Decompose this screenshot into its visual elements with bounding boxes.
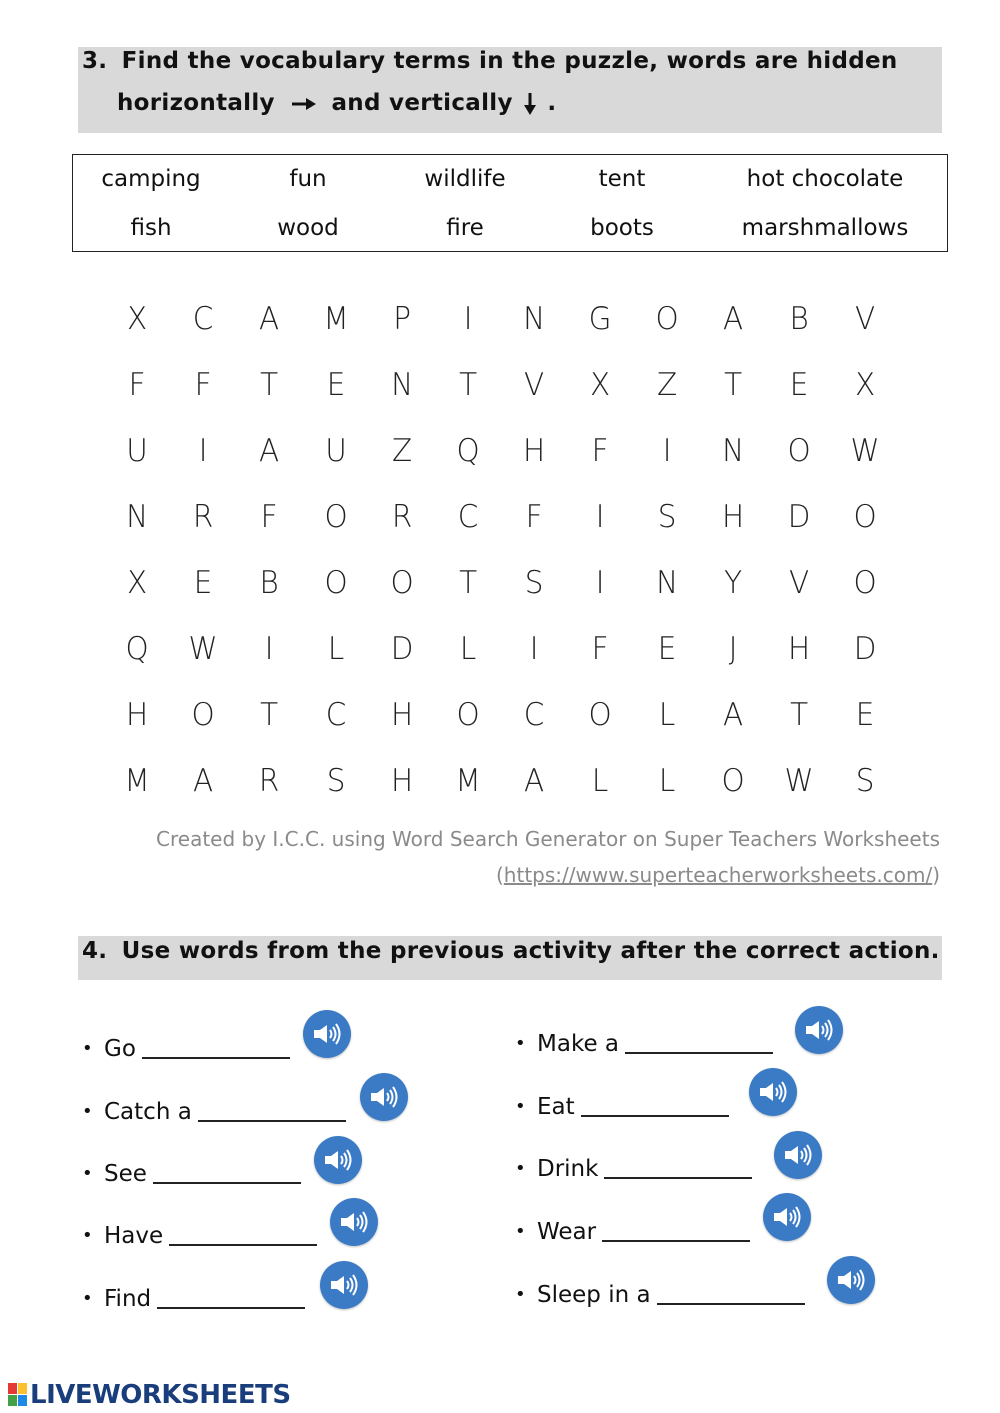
grid-cell[interactable]: W <box>850 433 880 469</box>
speaker-icon <box>758 1080 788 1104</box>
logo-squares-icon <box>8 1383 28 1407</box>
grid-cell[interactable]: T <box>459 565 478 601</box>
action-item <box>515 1156 752 1182</box>
bullet: • <box>82 1225 93 1246</box>
liveworksheets-logo[interactable] <box>8 1380 291 1410</box>
section-3-header <box>78 47 942 133</box>
grid-cell[interactable]: P <box>392 301 411 337</box>
vocab-word: marshmallows <box>741 215 909 241</box>
grid-cell[interactable]: O <box>390 565 414 601</box>
grid-cell[interactable]: A <box>524 763 545 799</box>
grid-cell[interactable]: U <box>126 433 148 469</box>
grid-cell[interactable]: X <box>590 367 611 403</box>
arrow-down-icon <box>523 92 537 116</box>
bullet: • <box>515 1284 526 1305</box>
grid-cell[interactable]: S <box>326 763 346 799</box>
grid-cell[interactable]: E <box>657 631 676 667</box>
action-label: Catch a <box>104 1099 192 1125</box>
grid-cell[interactable]: O <box>787 433 811 469</box>
section-3-period: . <box>547 90 557 116</box>
section-4-number: 4. <box>82 938 108 964</box>
grid-cell[interactable]: C <box>192 301 214 337</box>
vocab-word: hot chocolate <box>746 166 904 192</box>
credit-paren-open: ( <box>495 863 504 887</box>
grid-cell[interactable]: I <box>198 433 208 469</box>
grid-cell[interactable]: A <box>722 697 743 733</box>
grid-cell[interactable]: D <box>787 499 811 535</box>
grid-cell[interactable]: C <box>325 697 346 733</box>
answer-blank[interactable] <box>581 1095 729 1117</box>
section-3-vertically: and vertically <box>331 90 513 116</box>
grid-cell[interactable]: E <box>855 697 875 733</box>
vocab-word: tent <box>598 166 646 192</box>
section-3-line-1 <box>82 48 898 74</box>
action-label: Sleep in a <box>537 1282 651 1308</box>
grid-cell[interactable]: O <box>721 763 745 799</box>
grid-cell[interactable]: L <box>658 763 675 799</box>
audio-button[interactable] <box>795 1006 843 1054</box>
action-item <box>515 1094 729 1120</box>
action-label: Go <box>104 1036 136 1062</box>
grid-cell[interactable]: L <box>327 631 344 667</box>
action-label: Have <box>104 1223 164 1249</box>
action-item <box>82 1099 346 1125</box>
action-label: Eat <box>537 1094 575 1120</box>
grid-cell[interactable]: R <box>391 499 413 535</box>
action-item <box>515 1031 773 1057</box>
audio-button[interactable] <box>749 1068 797 1116</box>
answer-blank[interactable] <box>602 1220 750 1242</box>
grid-cell[interactable]: O <box>655 301 679 337</box>
bullet: • <box>515 1096 526 1117</box>
audio-button[interactable] <box>763 1193 811 1241</box>
audio-button[interactable] <box>360 1073 408 1121</box>
audio-button[interactable] <box>330 1198 378 1246</box>
grid-cell[interactable]: H <box>523 433 546 469</box>
grid-cell[interactable]: L <box>592 763 609 799</box>
bullet: • <box>82 1038 93 1059</box>
grid-cell[interactable]: I <box>596 499 605 535</box>
speaker-icon <box>323 1148 353 1172</box>
grid-cell[interactable]: L <box>459 631 477 667</box>
grid-cell[interactable]: V <box>855 301 876 337</box>
grid-cell[interactable]: N <box>126 499 149 535</box>
grid-cell[interactable]: H <box>390 697 413 733</box>
grid-cell[interactable]: O <box>456 697 480 733</box>
bullet: • <box>515 1221 526 1242</box>
grid-cell[interactable]: Q <box>125 631 149 667</box>
grid-cell[interactable]: M <box>124 763 150 799</box>
vocab-word: camping <box>101 166 201 192</box>
grid-cell[interactable]: Y <box>723 565 742 601</box>
grid-cell[interactable]: H <box>787 631 811 667</box>
grid-cell[interactable]: H <box>126 697 149 733</box>
grid-cell[interactable]: E <box>789 367 809 403</box>
grid-cell[interactable]: S <box>855 763 875 799</box>
grid-cell[interactable]: F <box>591 631 609 667</box>
section-4-instruction: Use words from the previous activity after the correct action. <box>121 938 940 964</box>
grid-cell[interactable]: O <box>191 697 215 733</box>
grid-cell[interactable]: N <box>721 433 744 469</box>
action-label: Make a <box>537 1031 619 1057</box>
grid-cell[interactable]: O <box>853 565 877 601</box>
speaker-icon <box>329 1273 359 1297</box>
section-4-line <box>82 938 940 964</box>
vocab-word: fun <box>289 166 327 192</box>
grid-cell[interactable]: N <box>655 565 678 601</box>
credit-line: Created by I.C.C. using Word Search Generator on Super Teachers Worksheets <box>156 827 940 851</box>
word-search-grid <box>104 286 904 816</box>
grid-cell[interactable]: B <box>259 565 280 601</box>
speaker-icon <box>339 1210 369 1234</box>
grid-cell[interactable]: Z <box>391 433 412 469</box>
grid-cell[interactable]: F <box>194 367 212 403</box>
credit-paren-close: ) <box>932 863 940 887</box>
audio-button[interactable] <box>314 1136 362 1184</box>
section-4-header <box>78 936 942 980</box>
grid-cell[interactable]: V <box>524 367 545 403</box>
grid-cell[interactable]: T <box>723 367 742 403</box>
vocab-word: boots <box>590 215 654 241</box>
action-label: Drink <box>537 1156 599 1182</box>
grid-cell[interactable]: O <box>588 697 612 733</box>
vocab-word: wood <box>277 215 339 241</box>
grid-cell[interactable]: M <box>322 301 349 337</box>
grid-cell[interactable]: I <box>529 631 539 667</box>
speaker-icon <box>836 1268 866 1292</box>
grid-cell[interactable]: L <box>658 697 675 733</box>
grid-cell[interactable]: M <box>455 763 481 799</box>
action-item <box>82 1286 305 1312</box>
arrow-right-icon <box>291 97 317 111</box>
grid-cell[interactable]: I <box>265 631 274 667</box>
section-3-line-2 <box>117 90 556 116</box>
answer-blank[interactable] <box>169 1224 317 1246</box>
bullet: • <box>82 1101 93 1122</box>
answer-blank[interactable] <box>625 1032 773 1054</box>
grid-cell[interactable]: A <box>722 301 743 337</box>
grid-cell[interactable]: T <box>260 367 279 403</box>
grid-cell[interactable]: O <box>324 565 348 601</box>
credit-url-line <box>496 863 940 887</box>
audio-button[interactable] <box>827 1256 875 1304</box>
grid-cell[interactable]: X <box>127 301 148 337</box>
grid-cell[interactable]: D <box>390 631 414 667</box>
section-3-number: 3. <box>82 48 108 74</box>
grid-cell[interactable]: E <box>326 367 345 403</box>
grid-cell[interactable]: F <box>591 433 609 469</box>
grid-cell[interactable]: A <box>193 763 214 799</box>
brand-text: LIVEWORKSHEETS <box>30 1380 291 1410</box>
grid-cell[interactable]: R <box>259 763 280 799</box>
action-item <box>515 1282 805 1308</box>
answer-blank[interactable] <box>153 1162 301 1184</box>
grid-cell[interactable]: F <box>128 367 146 403</box>
grid-cell[interactable]: R <box>193 499 214 535</box>
grid-cell[interactable]: J <box>728 631 738 667</box>
grid-cell[interactable]: G <box>588 301 612 337</box>
grid-cell[interactable]: V <box>788 565 810 601</box>
grid-cell[interactable]: E <box>193 565 213 601</box>
answer-blank[interactable] <box>657 1283 805 1305</box>
action-label: Wear <box>537 1219 597 1245</box>
speaker-icon <box>312 1022 342 1046</box>
vocabulary-box <box>72 154 948 252</box>
grid-cell[interactable]: I <box>463 301 473 337</box>
grid-cell[interactable]: D <box>853 631 877 667</box>
grid-cell[interactable]: N <box>523 301 546 337</box>
audio-button[interactable] <box>320 1261 368 1309</box>
grid-cell[interactable]: W <box>188 631 218 667</box>
audio-button[interactable] <box>303 1010 351 1058</box>
grid-cell[interactable]: O <box>853 499 877 535</box>
section-3-instruction: Find the vocabulary terms in the puzzle, words are hidden <box>121 48 898 74</box>
bullet: • <box>515 1033 526 1054</box>
grid-cell[interactable]: S <box>524 565 544 601</box>
grid-cell[interactable]: I <box>662 433 671 469</box>
grid-cell[interactable]: S <box>657 499 676 535</box>
action-item <box>515 1219 750 1245</box>
bullet: • <box>515 1158 526 1179</box>
answer-blank[interactable] <box>198 1100 346 1122</box>
speaker-icon <box>369 1085 399 1109</box>
grid-cell[interactable]: F <box>260 499 278 535</box>
grid-cell[interactable]: T <box>459 367 478 403</box>
speaker-icon <box>804 1018 834 1042</box>
audio-button[interactable] <box>774 1131 822 1179</box>
grid-cell[interactable]: X <box>127 565 148 601</box>
grid-cell[interactable]: C <box>457 499 479 535</box>
credit-link[interactable]: https://www.superteacherworksheets.com/ <box>503 863 933 887</box>
grid-cell[interactable]: A <box>259 433 280 469</box>
grid-cell[interactable]: F <box>525 499 543 535</box>
section-3-horizontally: horizontally <box>117 90 275 116</box>
bullet: • <box>82 1163 93 1184</box>
grid-cell[interactable]: O <box>324 499 348 535</box>
speaker-icon <box>783 1143 813 1167</box>
vocab-word: fish <box>130 215 172 241</box>
grid-cell[interactable]: Q <box>456 433 480 469</box>
grid-cell[interactable]: U <box>324 433 347 469</box>
speaker-icon <box>772 1205 802 1229</box>
action-item <box>82 1036 290 1062</box>
grid-cell[interactable]: A <box>259 301 280 337</box>
grid-cell[interactable]: B <box>789 301 809 337</box>
grid-cell[interactable]: T <box>789 697 808 733</box>
vocab-word: fire <box>446 215 484 241</box>
bullet: • <box>82 1288 93 1309</box>
action-item <box>82 1161 301 1187</box>
grid-cell[interactable]: W <box>784 763 814 799</box>
grid-cell[interactable]: N <box>390 367 413 403</box>
answer-blank[interactable] <box>157 1287 305 1309</box>
action-item <box>82 1223 317 1249</box>
answer-blank[interactable] <box>142 1037 290 1059</box>
grid-cell[interactable]: H <box>721 499 744 535</box>
action-label: Find <box>104 1286 152 1312</box>
action-label: See <box>104 1161 147 1187</box>
grid-cell[interactable]: I <box>596 565 605 601</box>
grid-cell[interactable]: Z <box>656 367 677 403</box>
grid-cell[interactable]: X <box>855 367 876 403</box>
grid-cell[interactable]: H <box>390 763 413 799</box>
vocab-word: wildlife <box>424 166 506 192</box>
grid-cell[interactable]: C <box>523 697 545 733</box>
answer-blank[interactable] <box>604 1157 752 1179</box>
grid-cell[interactable]: T <box>260 697 279 733</box>
